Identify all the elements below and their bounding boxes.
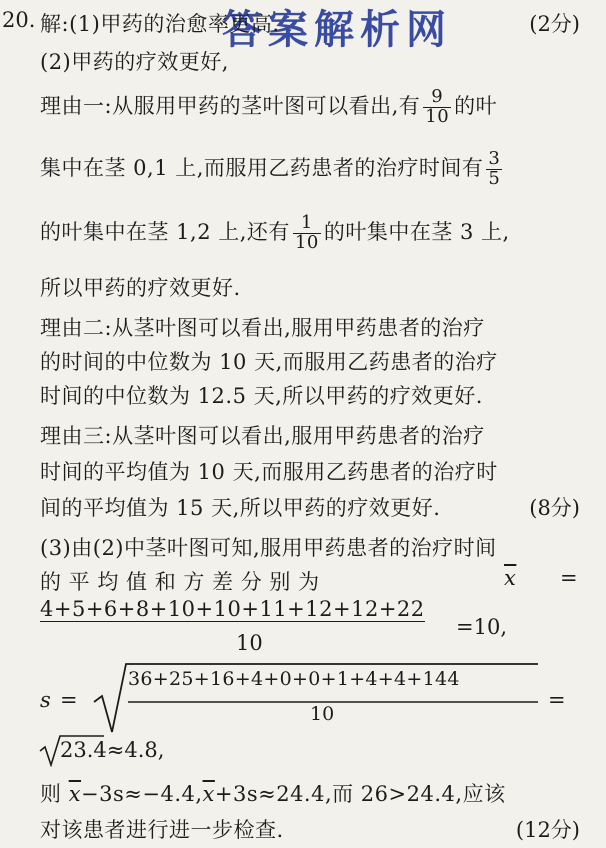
part3-line2 <box>40 566 584 596</box>
reason2-line3: 时间的中位数为 12.5 天,所以甲药的疗效更好. <box>40 384 483 408</box>
reason3-line3: 间的平均值为 15 天,所以甲药的疗效更好. <box>40 496 441 520</box>
fraction-9-10 <box>423 88 451 127</box>
reason1-text-a: 理由一:从服用甲药的茎叶图可以看出,有 <box>40 93 421 118</box>
mean-symbol: $\overline{x}$ <box>68 782 82 806</box>
reason1-text-d: 的叶集中在茎 1,2 上,还有 <box>40 219 290 244</box>
fraction-denominator: 10 <box>425 105 450 127</box>
lower-bound: −3s≈−4.4, <box>81 782 203 806</box>
score-part2: (8分) <box>529 496 580 520</box>
reason1-text-b: 的叶 <box>454 93 498 118</box>
mean-symbol: $\overline{x}$ <box>202 782 215 806</box>
fraction-3-5 <box>486 150 502 189</box>
mean-result: =10, <box>456 615 507 639</box>
upper-bound-text: +3s≈24.4,而 26>24.4,应该 <box>214 782 506 806</box>
reason3-line1: 理由三:从茎叶图可以看出,服用甲药患者的治疗 <box>40 424 485 448</box>
reason1-text-e: 的叶集中在茎 3 上, <box>323 219 510 244</box>
reason1-text-c: 集中在茎 0,1 上,而服用乙药患者的治疗时间有 <box>40 155 484 180</box>
reason2-line2: 的时间的中位数为 10 天,而服用乙药患者的治疗 <box>40 350 498 374</box>
mean-symbol: $\overline{x}$ <box>504 566 517 590</box>
reason1-line2 <box>40 150 584 189</box>
part3-line1: (3)由(2)中茎叶图可知,服用甲药患者的治疗时间 <box>40 536 497 560</box>
std-equals: = <box>60 688 78 712</box>
fraction-denominator: 10 <box>294 231 319 253</box>
std-symbol: s <box>40 688 51 712</box>
std-radicand: 23.4 <box>60 738 107 762</box>
problem-number: 20. <box>2 8 36 32</box>
conclusion-then: 则 <box>40 782 62 806</box>
fraction-denominator: 5 <box>488 167 501 189</box>
std-result <box>60 738 164 762</box>
answer-part2-intro: (2)甲药的疗效更好, <box>40 50 229 74</box>
mean-denominator: 10 <box>236 631 263 655</box>
conclusion-line2: 对该患者进行进一步检查. <box>40 818 284 842</box>
score-part3: (12分) <box>515 818 580 842</box>
reason1-line1 <box>40 88 584 127</box>
fraction-numerator: 3 <box>488 148 501 169</box>
fraction-numerator: 9 <box>423 88 451 108</box>
radicand-numerator: 36+25+16+4+0+0+1+4+4+144 <box>128 668 460 690</box>
fraction-numerator: 1 <box>293 214 321 234</box>
reason3-line2: 时间的平均值为 10 天,而服用乙药患者的治疗时 <box>40 460 498 484</box>
conclusion-line1 <box>40 778 584 808</box>
reason1-line3 <box>40 214 584 253</box>
radicand-denominator: 10 <box>310 703 335 725</box>
answer-part1: 解:(1)甲药的治愈率更高. <box>40 12 280 36</box>
mean-numerator <box>40 597 425 622</box>
watermark-logo: 答案解析网 <box>222 7 452 53</box>
equals-sign: = <box>560 566 579 590</box>
reason1-conclusion: 所以甲药的疗效更好. <box>40 276 241 300</box>
std-equals-2: = <box>548 688 566 712</box>
fraction-1-10 <box>293 214 321 253</box>
reason2-line1: 理由二:从茎叶图可以看出,服用甲药患者的治疗 <box>40 316 485 340</box>
mean-numerator-text: 4+5+6+8+10+10+11+12+12+22 <box>40 597 425 621</box>
score-part1: (2分) <box>529 12 580 36</box>
part3-text: 的 平 均 值 和 方 差 分 别 为 <box>40 570 320 594</box>
std-approx: ≈4.8, <box>106 738 165 762</box>
